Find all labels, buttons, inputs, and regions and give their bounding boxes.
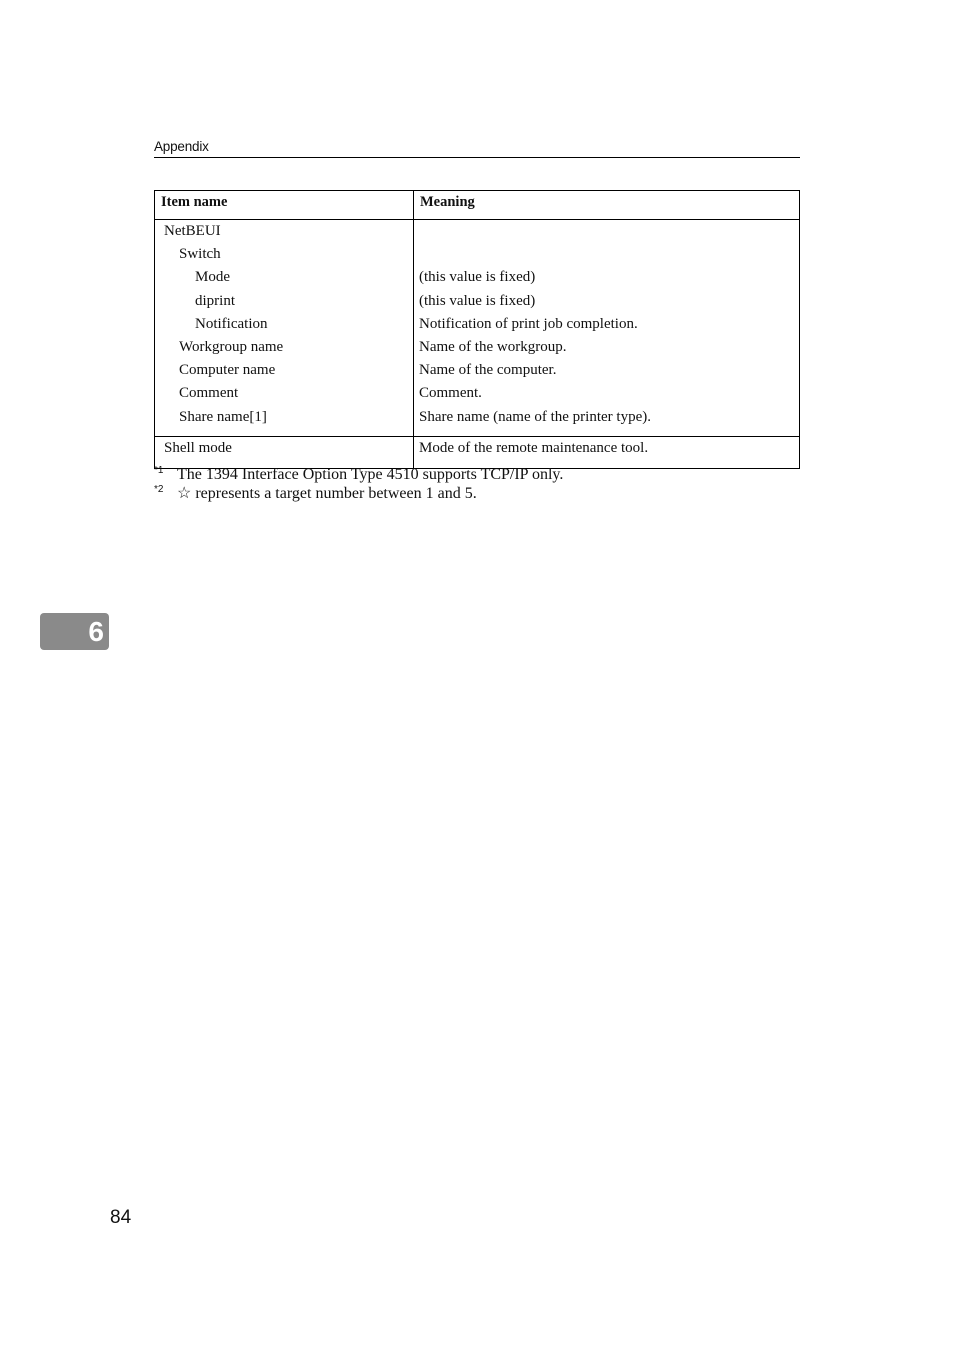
section-title: Appendix bbox=[154, 139, 209, 154]
meaning-cell bbox=[414, 437, 799, 468]
meaning-text: Name of the computer. bbox=[419, 362, 557, 379]
item-name: Computer name bbox=[179, 362, 276, 379]
meaning-text: (this value is fixed) bbox=[419, 269, 536, 286]
table-header-row bbox=[155, 191, 799, 219]
item-name: Shell mode bbox=[164, 439, 232, 456]
meaning-text: Comment. bbox=[419, 385, 482, 402]
column-header-meaning: Meaning bbox=[420, 194, 475, 210]
footnote bbox=[154, 484, 800, 503]
chapter-tab bbox=[40, 613, 109, 650]
footnote-mark: *2 bbox=[154, 484, 164, 495]
settings-table bbox=[154, 190, 800, 469]
item-name: Comment bbox=[179, 385, 239, 402]
meaning-text bbox=[414, 221, 799, 244]
meaning-text: Mode of the remote maintenance tool. bbox=[419, 439, 649, 456]
table-row-netbeui-group bbox=[155, 219, 799, 436]
chapter-number: 6 bbox=[88, 616, 104, 647]
item-name: Notification bbox=[195, 315, 268, 332]
item-name: diprint bbox=[195, 292, 235, 309]
footnote bbox=[154, 465, 800, 484]
footnote-mark: *1 bbox=[154, 465, 164, 476]
footnote-text: ☆ represents a target number between 1 and 5. bbox=[177, 485, 477, 502]
column-header-item-name: Item name bbox=[155, 191, 414, 219]
meaning-text: Notification of print job completion. bbox=[419, 315, 638, 332]
item-name: Switch bbox=[179, 246, 221, 263]
meaning-text bbox=[414, 244, 799, 267]
item-name-cell bbox=[155, 437, 414, 468]
item-name: Share name[1] bbox=[179, 408, 267, 425]
item-name: NetBEUI bbox=[164, 223, 221, 239]
item-name-cell bbox=[155, 220, 414, 436]
item-name: Workgroup name bbox=[179, 338, 284, 355]
meaning-text: (this value is fixed) bbox=[419, 292, 536, 309]
running-header bbox=[154, 139, 800, 158]
footnotes bbox=[154, 465, 800, 503]
table-row-shell-mode bbox=[155, 436, 799, 468]
meaning-cell bbox=[414, 220, 799, 436]
item-name: Mode bbox=[195, 269, 230, 286]
page-number: 84 bbox=[110, 1207, 132, 1228]
footnote-text: The 1394 Interface Option Type 4510 supports TCP/IP only. bbox=[177, 466, 564, 483]
meaning-text: Share name (name of the printer type). bbox=[419, 408, 651, 425]
meaning-text: Name of the workgroup. bbox=[419, 338, 567, 355]
